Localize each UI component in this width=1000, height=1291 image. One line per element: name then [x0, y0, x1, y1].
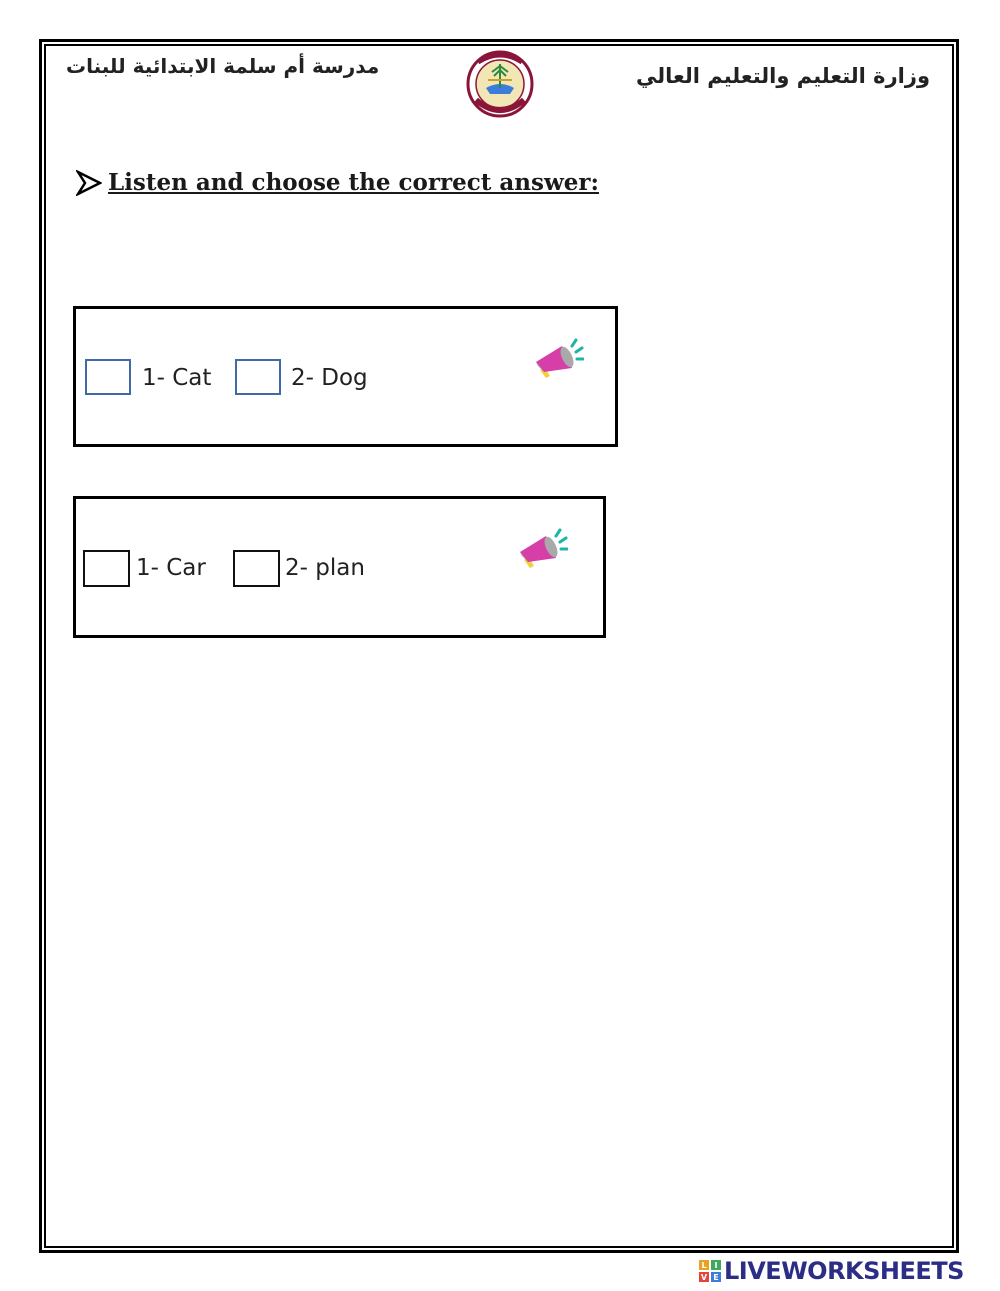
page-border-inner — [44, 44, 954, 1248]
option-label-dog: 2- Dog — [291, 365, 368, 391]
megaphone-icon[interactable] — [532, 338, 584, 390]
answer-checkbox-cat[interactable] — [85, 359, 131, 395]
liveworksheets-watermark — [698, 1256, 964, 1286]
answer-checkbox-dog[interactable] — [235, 359, 281, 395]
option-label-cat: 1- Cat — [142, 365, 212, 391]
instruction-heading: Listen and choose the correct answer: — [108, 169, 600, 196]
watermark-text: LIVEWORKSHEETS — [724, 1257, 964, 1285]
option-label-car: 1- Car — [136, 555, 206, 581]
arrow-bullet-icon — [76, 170, 102, 196]
megaphone-icon[interactable] — [516, 528, 568, 580]
school-name: مدرسة أم سلمة الابتدائية للبنات — [66, 54, 380, 78]
ministry-name: وزارة التعليم والتعليم العالي — [635, 64, 930, 88]
ministry-emblem-logo — [464, 50, 536, 118]
answer-checkbox-plan[interactable] — [233, 550, 280, 587]
logo-letter: V — [698, 1271, 710, 1283]
logo-letter: I — [710, 1259, 722, 1271]
liveworksheets-logo-icon — [698, 1259, 722, 1283]
answer-checkbox-car[interactable] — [83, 550, 130, 587]
logo-letter: L — [698, 1259, 710, 1271]
option-label-plan: 2- plan — [285, 555, 365, 581]
logo-letter: E — [710, 1271, 722, 1283]
